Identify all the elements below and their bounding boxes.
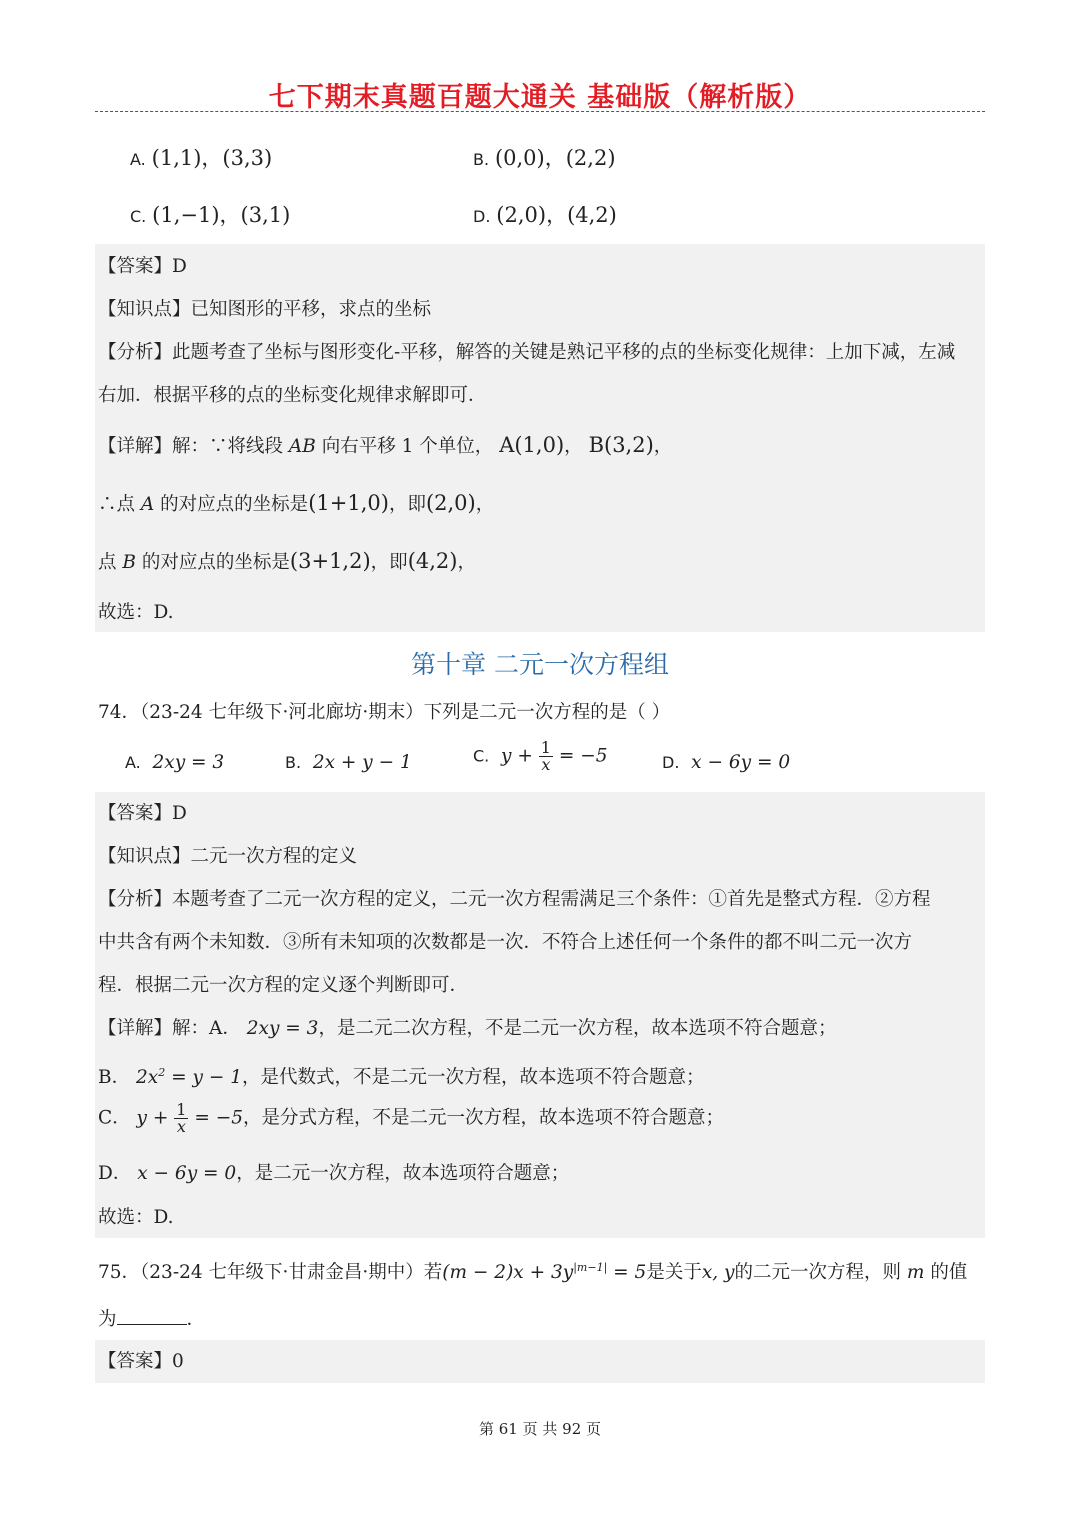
option-letter: B. bbox=[473, 150, 490, 169]
option-value: 2xy = 3 bbox=[152, 752, 225, 773]
detail-text: ，是代数式，不是二元一次方程，故本选项不符合题意； bbox=[241, 1067, 705, 1089]
choose-line: 故选：D. bbox=[98, 1207, 174, 1228]
coordinate-result: (2,0) bbox=[425, 491, 476, 515]
detail-text: D． bbox=[98, 1163, 132, 1184]
stem-text: 是关于 bbox=[646, 1262, 702, 1284]
option-a bbox=[130, 145, 272, 173]
header-divider bbox=[95, 111, 985, 112]
page-footer bbox=[0, 1418, 1080, 1439]
detail-line bbox=[98, 1016, 836, 1042]
detail-line bbox=[98, 490, 494, 518]
option-value: (0,0)，(2,2) bbox=[494, 146, 616, 170]
option-letter: C. bbox=[473, 746, 490, 766]
fraction bbox=[174, 1102, 188, 1135]
option-letter: D. bbox=[473, 207, 491, 226]
analysis-line: 中共含有两个未知数．③所有未知项的次数都是一次．不符合上述任何一个条件的都不叫二元一次方 bbox=[98, 932, 913, 953]
detail-line bbox=[98, 1161, 569, 1187]
punct: ， bbox=[653, 436, 673, 457]
option-b bbox=[473, 145, 616, 173]
exponent: |m−1| bbox=[573, 1261, 608, 1274]
equation-part: = y − 1 bbox=[165, 1067, 242, 1089]
option-value: (1,1)，(3,3) bbox=[151, 146, 273, 170]
segment-label: AB bbox=[288, 436, 316, 457]
equation-part: = 5 bbox=[607, 1262, 647, 1284]
analysis-line: 右加．根据平移的点的坐标变化规律求解即可． bbox=[98, 385, 487, 406]
numerator: 1 bbox=[176, 1100, 187, 1119]
detail-line bbox=[98, 1102, 724, 1135]
stem-text: ． bbox=[186, 1309, 206, 1330]
variables: x, y bbox=[701, 1262, 735, 1284]
variable-m: m bbox=[906, 1262, 925, 1284]
knowledge-line: 【知识点】已知图形的平移，求点的坐标 bbox=[98, 299, 432, 320]
detail-text: 【详解】解：∵将线段 bbox=[98, 436, 284, 457]
page-total: 92 bbox=[562, 1420, 582, 1438]
option-c bbox=[473, 740, 608, 773]
option-value: (2,0)，(4,2) bbox=[496, 203, 617, 227]
point-label: B bbox=[122, 552, 137, 573]
question-stem: 74．（23-24 七年级下·河北廊坊·期末）下列是二元一次方程的是（ ） bbox=[98, 702, 671, 723]
equation bbox=[442, 1262, 646, 1283]
analysis-line: 【分析】此题考查了坐标与图形变化-平移，解答的关键是熟记平移的点的坐标变化规律：上加下减，左减 bbox=[98, 342, 956, 363]
document-header-title: 七下期末真题百题大通关 基础版（解析版） bbox=[268, 82, 812, 113]
equation: 2xy = 3 bbox=[246, 1018, 319, 1039]
detail-line bbox=[98, 432, 672, 460]
question-stem bbox=[98, 1255, 967, 1286]
option-value: x − 6y = 0 bbox=[691, 752, 791, 773]
detail-text: ，是二元二次方程，不是二元一次方程，故本选项不符合题意； bbox=[318, 1018, 837, 1039]
page-number: 61 bbox=[498, 1420, 518, 1438]
analysis-line: 【分析】本题考查了二元一次方程的定义，二元一次方程需满足三个条件：①首先是整式方程．②方程 bbox=[98, 889, 931, 910]
coordinate-expr: (3+1,2) bbox=[289, 549, 371, 573]
choose-line: 故选：D. bbox=[98, 602, 174, 623]
equation bbox=[136, 1067, 242, 1088]
coordinate-expr: (1+1,0) bbox=[308, 491, 389, 515]
option-expr: y + bbox=[501, 745, 533, 767]
fraction bbox=[539, 740, 553, 773]
answer-blank[interactable] bbox=[117, 1306, 187, 1325]
numerator: 1 bbox=[540, 738, 551, 757]
exponent: 2 bbox=[158, 1066, 166, 1079]
equation: x − 6y = 0 bbox=[137, 1163, 237, 1184]
detail-text: ，是二元一次方程，故本选项符合题意； bbox=[236, 1163, 570, 1184]
stem-text: 75．（23-24 七年级下·甘肃金昌·期中）若 bbox=[98, 1262, 443, 1284]
chapter-heading: 第十章 二元一次方程组 bbox=[411, 650, 669, 679]
point-label: A bbox=[140, 494, 155, 515]
detail-line bbox=[98, 1060, 704, 1091]
equation-part: (m − 2)x + 3y bbox=[442, 1262, 574, 1284]
knowledge-line: 【知识点】二元一次方程的定义 bbox=[98, 846, 358, 867]
footer-text: 页 bbox=[586, 1420, 602, 1438]
option-letter: C. bbox=[130, 207, 147, 226]
detail-text: 点 bbox=[98, 552, 117, 573]
detail-text: ，是分式方程，不是二元一次方程，故本选项不符合题意； bbox=[243, 1107, 725, 1129]
stem-text: 的二元一次方程，则 bbox=[734, 1262, 902, 1284]
answer-line: 【答案】0 bbox=[98, 1351, 184, 1372]
detail-text: ，即 bbox=[388, 494, 426, 515]
detail-line bbox=[98, 548, 476, 576]
detail-text: 【详解】解：A． bbox=[98, 1018, 241, 1039]
point-a: A(1,0) bbox=[499, 433, 565, 457]
analysis-line: 程．根据二元一次方程的定义逐个判断即可． bbox=[98, 975, 469, 996]
option-value: 2x + y − 1 bbox=[312, 752, 412, 773]
solution-box bbox=[95, 1340, 985, 1383]
stem-text: 的值 bbox=[930, 1262, 968, 1284]
equation-part: 2x bbox=[136, 1067, 159, 1089]
option-letter: B. bbox=[285, 753, 302, 772]
option-value: (1,−1)，(3,1) bbox=[152, 203, 291, 227]
option-expr: = −5 bbox=[558, 745, 608, 767]
coordinate-result: (4,2) bbox=[407, 549, 458, 573]
option-letter: D. bbox=[662, 753, 680, 772]
answer-line: 【答案】D bbox=[98, 256, 187, 277]
detail-text: ，即 bbox=[370, 552, 408, 573]
detail-text: 向右平移 1 个单位， bbox=[321, 436, 494, 457]
option-a bbox=[125, 750, 224, 776]
option-d bbox=[662, 750, 790, 776]
equation-part: = −5 bbox=[194, 1107, 244, 1129]
detail-text: B． bbox=[98, 1067, 131, 1089]
answer-line: 【答案】D bbox=[98, 803, 187, 824]
separator: ， bbox=[564, 436, 583, 457]
detail-text: C． bbox=[98, 1107, 131, 1129]
detail-text: 的对应点的坐标是 bbox=[141, 552, 290, 573]
detail-text: 的对应点的坐标是 bbox=[160, 494, 309, 515]
detail-text: ∴点 bbox=[98, 494, 136, 515]
denominator: x bbox=[176, 1117, 186, 1136]
footer-text: 第 bbox=[478, 1420, 494, 1438]
option-letter: A. bbox=[125, 753, 141, 772]
option-c bbox=[130, 202, 290, 230]
punct: ， bbox=[475, 494, 495, 515]
option-d bbox=[473, 202, 617, 230]
denominator: x bbox=[541, 755, 551, 774]
footer-text: 页 共 bbox=[522, 1420, 558, 1438]
punct: ， bbox=[457, 552, 476, 573]
equation-part: y + bbox=[136, 1107, 169, 1129]
stem-text: 为 bbox=[98, 1309, 117, 1330]
option-letter: A. bbox=[130, 150, 146, 169]
option-b bbox=[285, 750, 412, 776]
question-stem-line2 bbox=[98, 1306, 205, 1333]
point-b: B(3,2) bbox=[588, 433, 654, 457]
